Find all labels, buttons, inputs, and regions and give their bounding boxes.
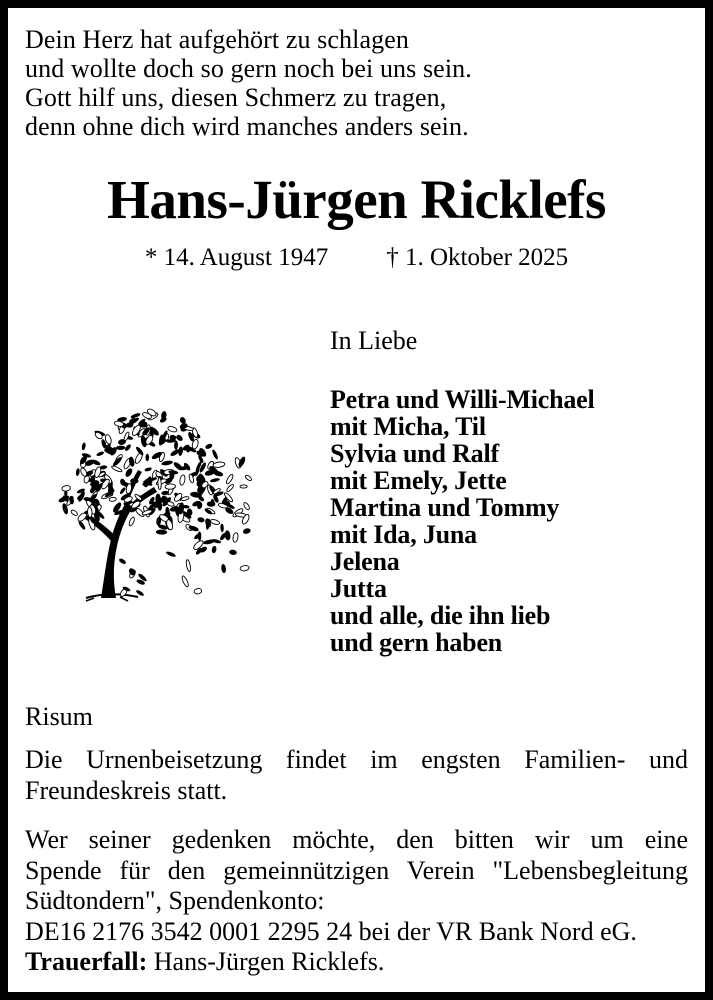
death-date: † 1. Oktober 2025 [386,244,569,271]
poem-line: Dein Herz hat aufgehört zu schlagen [25,25,409,54]
funeral-info-line: Freundeskreis statt. [25,775,228,805]
tree-icon [58,402,253,602]
poem-line: und wollte doch so gern noch bei uns sein. [25,54,472,83]
bank-account-line: DE16 2176 3542 0001 2295 24 bei der VR Bank Nord eG. [25,916,637,946]
mourner-line: Jutta [330,574,387,603]
deceased-name: Hans-Jürgen Ricklefs [107,169,606,230]
trauerfall-name: Hans-Jürgen Ricklefs. [147,947,385,976]
mourner-line: Sylvia und Ralf [330,439,499,468]
mourner-line: mit Micha, Til [330,412,486,441]
donation-paragraph [25,825,688,978]
birth-date: * 14. August 1947 [144,244,329,271]
mourner-line: mit Ida, Juna [330,520,477,549]
mourner-line: und gern haben [330,628,503,657]
donation-line: Spende für den gemeinnützigen Verein "Lebensbegleitung [25,855,688,885]
donation-line: Wer seiner gedenken möchte, den bitten wir um eine [25,825,688,854]
mourner-line: Petra und Willi-Michael [330,385,595,414]
poem-line: denn ohne dich wird manches anders sein. [25,112,469,141]
mourner-line: Jelena [330,547,400,576]
donation-line: Südtondern", Spendenkonto: [25,886,325,915]
trauerfall-label: Trauerfall: [25,947,148,976]
life-dates [8,244,705,272]
location: Risum [25,702,93,731]
funeral-info-line: Die Urnenbeisetzung findet im engsten Familien- und [25,745,688,774]
mourner-line: und alle, die ihn lieb [330,601,551,630]
funeral-info-paragraph [25,745,688,806]
autumn-tree-illustration [58,402,253,602]
mourner-line: mit Emely, Jette [330,466,507,495]
trauerfall-line [25,947,688,978]
poem-line: Gott hilf uns, diesen Schmerz zu tragen, [25,83,447,112]
mourners-list [330,386,595,656]
memorial-poem [25,25,472,141]
dedication-heading: In Liebe [330,326,418,355]
mourner-line: Martina und Tommy [330,493,560,522]
